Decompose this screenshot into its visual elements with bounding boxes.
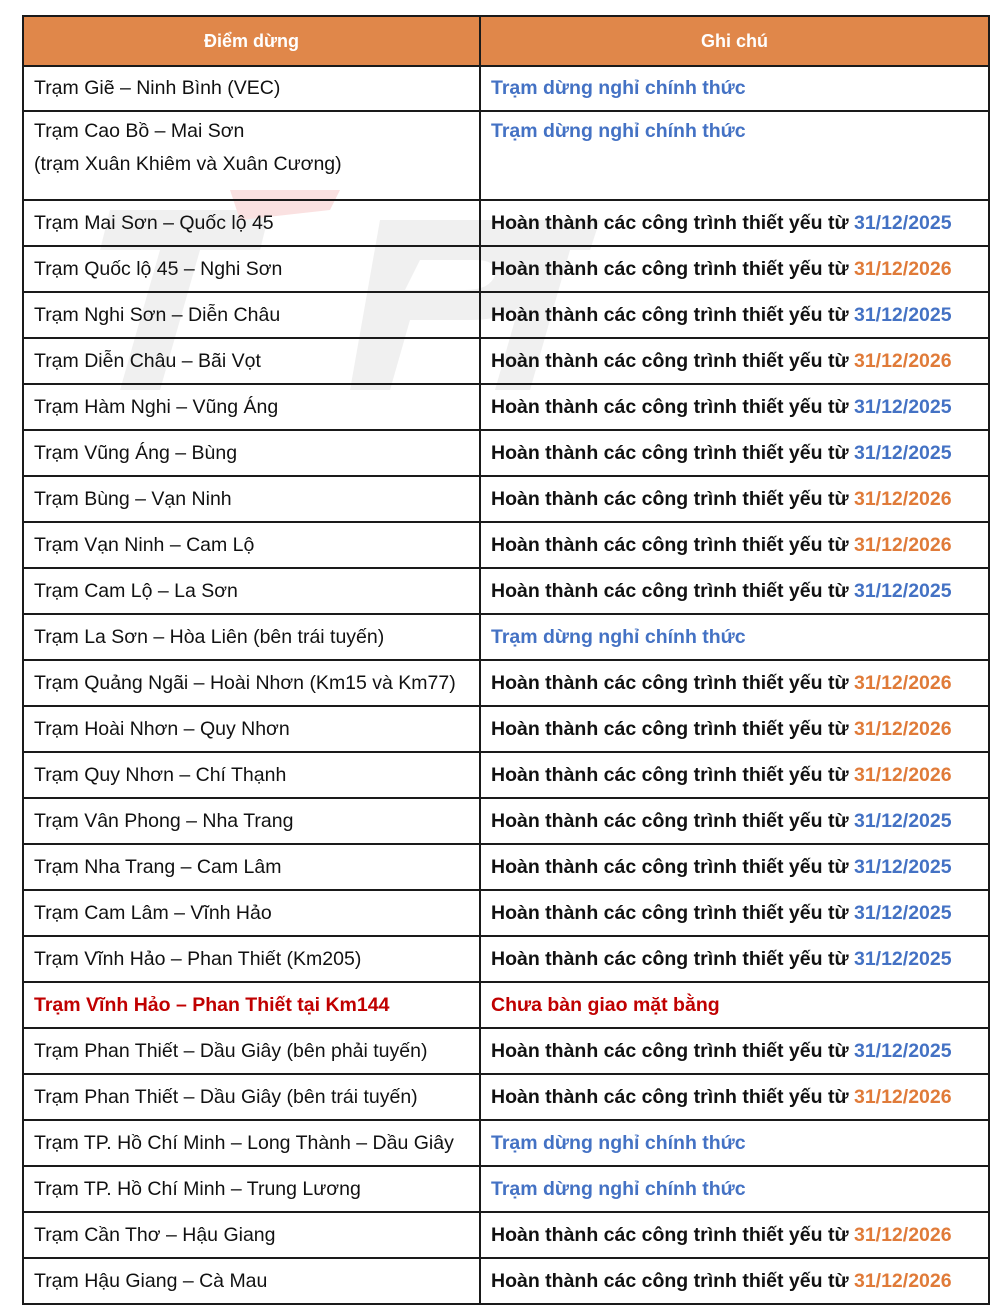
stop-cell	[23, 1120, 480, 1166]
deadline-date: 31/12/2025	[853, 855, 952, 878]
stop-name: Trạm Cần Thơ – Hậu Giang	[34, 1223, 276, 1246]
note-cell	[480, 246, 989, 292]
stop-name: Trạm Quốc lộ 45 – Nghi Sơn	[34, 257, 283, 280]
note-cell	[480, 200, 989, 246]
note-text: Trạm dừng nghỉ chính thức	[491, 1177, 746, 1200]
stop-cell	[23, 1166, 480, 1212]
note-text: Hoàn thành các công trình thiết yếu từ	[491, 763, 849, 786]
note-cell	[480, 430, 989, 476]
table-row	[23, 384, 989, 430]
note-text: Hoàn thành các công trình thiết yếu từ	[491, 1085, 849, 1108]
note-cell	[480, 1028, 989, 1074]
note-cell	[480, 568, 989, 614]
stop-cell	[23, 660, 480, 706]
stop-name: Trạm Quy Nhơn – Chí Thạnh	[34, 763, 287, 786]
deadline-date: 31/12/2025	[853, 1039, 952, 1062]
deadline-date: 31/12/2026	[853, 763, 952, 786]
stop-cell	[23, 384, 480, 430]
table-row	[23, 1212, 989, 1258]
note-cell	[480, 982, 989, 1028]
table-row	[23, 1028, 989, 1074]
table-row	[23, 614, 989, 660]
note-cell	[480, 522, 989, 568]
deadline-date: 31/12/2025	[853, 901, 952, 924]
table-row	[23, 1258, 989, 1304]
table-row	[23, 338, 989, 384]
deadline-date: 31/12/2026	[853, 1269, 952, 1292]
stop-name: Trạm TP. Hồ Chí Minh – Trung Lương	[34, 1177, 361, 1200]
note-text: Hoàn thành các công trình thiết yếu từ	[491, 441, 849, 464]
stop-name: Trạm Vĩnh Hảo – Phan Thiết (Km205)	[34, 947, 362, 970]
deadline-date: 31/12/2026	[853, 487, 952, 510]
table-row	[23, 568, 989, 614]
note-cell	[480, 1120, 989, 1166]
stop-cell	[23, 614, 480, 660]
stop-name: Trạm Cam Lâm – Vĩnh Hảo	[34, 901, 272, 924]
stop-name: Trạm Mai Sơn – Quốc lộ 45	[34, 211, 274, 234]
note-text: Hoàn thành các công trình thiết yếu từ	[491, 1039, 849, 1062]
note-cell	[480, 660, 989, 706]
stop-name: Trạm TP. Hồ Chí Minh – Long Thành – Dầu Giây	[34, 1131, 454, 1154]
stop-cell	[23, 200, 480, 246]
note-cell	[480, 476, 989, 522]
stop-name: Trạm Vĩnh Hảo – Phan Thiết tại Km144	[34, 993, 390, 1016]
stop-cell	[23, 522, 480, 568]
stop-cell	[23, 1258, 480, 1304]
note-text: Hoàn thành các công trình thiết yếu từ	[491, 1269, 849, 1292]
stop-name: Trạm Hàm Nghi – Vũng Áng	[34, 395, 279, 418]
stop-cell	[23, 844, 480, 890]
deadline-date: 31/12/2026	[853, 1085, 952, 1108]
stop-name: Trạm Bùng – Vạn Ninh	[34, 487, 232, 510]
stop-cell	[23, 1212, 480, 1258]
note-text: Hoàn thành các công trình thiết yếu từ	[491, 487, 849, 510]
stop-cell	[23, 936, 480, 982]
table-row	[23, 890, 989, 936]
deadline-date: 31/12/2025	[853, 809, 952, 832]
note-text: Hoàn thành các công trình thiết yếu từ	[491, 533, 849, 556]
note-text: Hoàn thành các công trình thiết yếu từ	[491, 855, 849, 878]
deadline-date: 31/12/2025	[853, 211, 952, 234]
note-text: Hoàn thành các công trình thiết yếu từ	[491, 671, 849, 694]
stop-name: Trạm La Sơn – Hòa Liên (bên trái tuyến)	[34, 625, 385, 648]
table-row	[23, 292, 989, 338]
deadline-date: 31/12/2025	[853, 441, 952, 464]
table-row	[23, 752, 989, 798]
note-cell	[480, 1258, 989, 1304]
note-text: Trạm dừng nghỉ chính thức	[491, 625, 746, 648]
deadline-date: 31/12/2026	[853, 257, 952, 280]
stop-name: Trạm Nha Trang – Cam Lâm	[34, 855, 282, 878]
note-cell	[480, 1212, 989, 1258]
note-cell	[480, 798, 989, 844]
stop-cell	[23, 1028, 480, 1074]
table-row	[23, 476, 989, 522]
stop-cell	[23, 1074, 480, 1120]
deadline-date: 31/12/2025	[853, 395, 952, 418]
table-row	[23, 200, 989, 246]
stop-name: Trạm Vũng Áng – Bùng	[34, 441, 238, 464]
note-cell	[480, 844, 989, 890]
stop-cell	[23, 706, 480, 752]
stop-cell	[23, 568, 480, 614]
rest-stop-table	[22, 15, 990, 1305]
note-text: Hoàn thành các công trình thiết yếu từ	[491, 395, 849, 418]
deadline-date: 31/12/2026	[853, 717, 952, 740]
stop-cell	[23, 890, 480, 936]
stop-cell	[23, 338, 480, 384]
note-text: Hoàn thành các công trình thiết yếu từ	[491, 349, 849, 372]
note-text: Hoàn thành các công trình thiết yếu từ	[491, 257, 849, 280]
table-row	[23, 660, 989, 706]
deadline-date: 31/12/2026	[853, 533, 952, 556]
note-text: Hoàn thành các công trình thiết yếu từ	[491, 303, 849, 326]
table-row	[23, 936, 989, 982]
note-cell	[480, 1166, 989, 1212]
stop-name: Trạm Cam Lộ – La Sơn	[34, 579, 238, 602]
header-note: Ghi chú	[480, 16, 989, 66]
note-cell	[480, 384, 989, 430]
table-row	[23, 111, 989, 200]
stop-cell	[23, 982, 480, 1028]
table-row	[23, 798, 989, 844]
table-row	[23, 430, 989, 476]
stop-name: Trạm Diễn Châu – Bãi Vọt	[34, 349, 261, 372]
note-text: Trạm dừng nghỉ chính thức	[491, 120, 746, 142]
note-text: Trạm dừng nghỉ chính thức	[491, 77, 746, 99]
table-row	[23, 246, 989, 292]
deadline-date: 31/12/2026	[853, 349, 952, 372]
note-cell	[480, 1074, 989, 1120]
note-text: Hoàn thành các công trình thiết yếu từ	[491, 1223, 849, 1246]
stop-name: Trạm Quảng Ngãi – Hoài Nhơn (Km15 và Km77)	[34, 671, 456, 694]
stop-cell	[23, 476, 480, 522]
stop-name: Trạm Hoài Nhơn – Quy Nhơn	[34, 717, 290, 740]
note-cell	[480, 752, 989, 798]
stop-cell	[23, 292, 480, 338]
stop-name: Trạm Phan Thiết – Dầu Giây (bên trái tuyến)	[34, 1085, 418, 1108]
deadline-date: 31/12/2025	[853, 303, 952, 326]
table-header-row	[23, 16, 989, 66]
note-text: Hoàn thành các công trình thiết yếu từ	[491, 901, 849, 924]
note-cell	[480, 338, 989, 384]
note-cell	[480, 66, 989, 111]
deadline-date: 31/12/2026	[853, 671, 952, 694]
deadline-date: 31/12/2025	[853, 579, 952, 602]
stop-name: Trạm Nghi Sơn – Diễn Châu	[34, 303, 281, 326]
stop-name: Trạm Hậu Giang – Cà Mau	[34, 1269, 268, 1292]
note-text: Hoàn thành các công trình thiết yếu từ	[491, 809, 849, 832]
table-row	[23, 66, 989, 111]
note-cell	[480, 111, 989, 200]
note-text: Hoàn thành các công trình thiết yếu từ	[491, 579, 849, 602]
stop-cell	[23, 246, 480, 292]
stop-name: Trạm Vạn Ninh – Cam Lộ	[34, 533, 255, 556]
stop-name: Trạm Cao Bồ – Mai Sơn	[34, 120, 245, 142]
note-cell	[480, 936, 989, 982]
deadline-date: 31/12/2025	[853, 947, 952, 970]
note-text: Trạm dừng nghỉ chính thức	[491, 1131, 746, 1154]
stop-cell	[23, 430, 480, 476]
table-row	[23, 706, 989, 752]
table-row	[23, 1074, 989, 1120]
note-text: Hoàn thành các công trình thiết yếu từ	[491, 947, 849, 970]
note-cell	[480, 292, 989, 338]
stop-name: Trạm Giẽ – Ninh Bình (VEC)	[34, 77, 281, 99]
stop-cell	[23, 752, 480, 798]
note-cell	[480, 614, 989, 660]
stop-cell	[23, 66, 480, 111]
note-text: Chưa bàn giao mặt bằng	[491, 993, 720, 1016]
table-row	[23, 1166, 989, 1212]
stop-name: Trạm Phan Thiết – Dầu Giây (bên phải tuyến)	[34, 1039, 428, 1062]
stop-cell	[23, 798, 480, 844]
note-text: Hoàn thành các công trình thiết yếu từ	[491, 211, 849, 234]
header-stop: Điểm dừng	[23, 16, 480, 66]
stop-name-detail: (trạm Xuân Khiêm và Xuân Cương)	[34, 153, 342, 175]
stop-cell	[23, 111, 480, 200]
table-row	[23, 522, 989, 568]
table-row	[23, 982, 989, 1028]
note-cell	[480, 706, 989, 752]
deadline-date: 31/12/2026	[853, 1223, 952, 1246]
stop-name: Trạm Vân Phong – Nha Trang	[34, 809, 294, 832]
note-text: Hoàn thành các công trình thiết yếu từ	[491, 717, 849, 740]
table-row	[23, 844, 989, 890]
note-cell	[480, 890, 989, 936]
table-row	[23, 1120, 989, 1166]
